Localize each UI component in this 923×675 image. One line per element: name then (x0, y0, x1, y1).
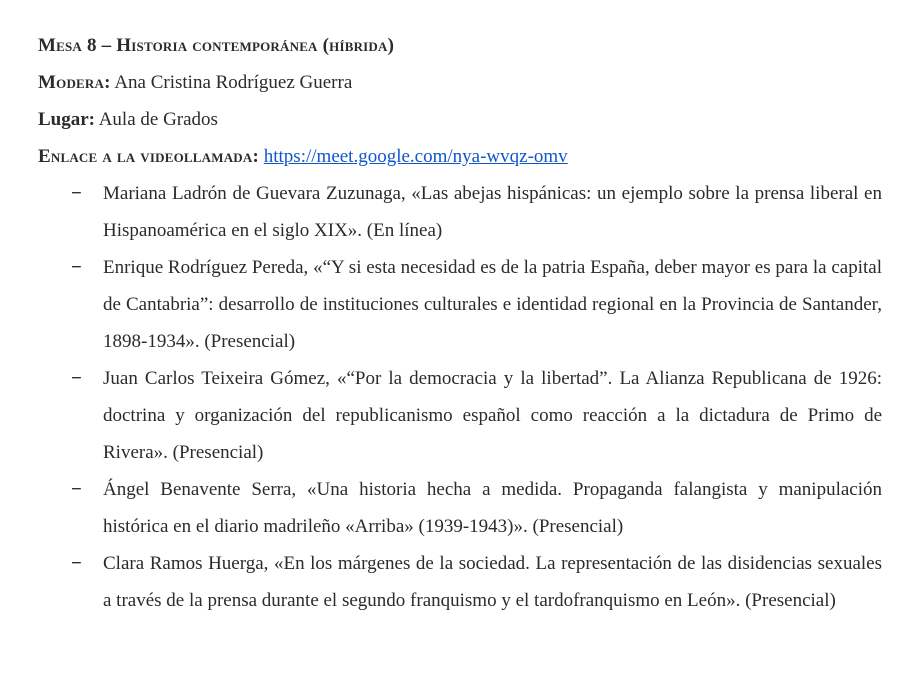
session-title: Mesa 8 – Historia contemporánea (híbrida) (38, 35, 395, 56)
place-label: Lugar: (38, 109, 95, 130)
moderator-label: Modera: (38, 72, 111, 93)
list-item (38, 471, 882, 545)
videocall-link[interactable]: https://meet.google.com/nya-wvqz-omv (263, 146, 568, 167)
session-title-line (38, 27, 882, 64)
moderator-value: Ana Cristina Rodríguez Guerra (114, 72, 353, 93)
list-item (38, 249, 882, 360)
talk-text: Juan Carlos Teixeira Gómez, «“Por la democracia y la libertad”. La Alianza Republicana de 1926: doctrina y organización del republicanismo español como reacción a la dictadura de Primo de Rivera». (Presencial) (103, 368, 882, 463)
talks-list (38, 175, 882, 619)
talk-text: Enrique Rodríguez Pereda, «“Y si esta necesidad es de la patria España, deber mayor es para la capital de Cantabria”: desarrollo de instituciones culturales e identidad regional en la Provincia de Santander, 1898-1934». (Presencial) (103, 257, 882, 352)
place-line (38, 101, 882, 138)
dash-bullet-icon: − (71, 479, 82, 500)
dash-bullet-icon: − (71, 368, 82, 389)
list-item (38, 360, 882, 471)
dash-bullet-icon: − (71, 257, 82, 278)
moderator-line (38, 64, 882, 101)
list-item (38, 175, 882, 249)
dash-bullet-icon: − (71, 183, 82, 204)
place-value: Aula de Grados (98, 109, 218, 130)
list-item (38, 545, 882, 619)
dash-bullet-icon: − (71, 553, 82, 574)
talk-text: Mariana Ladrón de Guevara Zuzunaga, «Las abejas hispánicas: un ejemplo sobre la prensa liberal en Hispanoamérica en el siglo XIX». (En línea) (103, 183, 882, 241)
videocall-line (38, 138, 882, 175)
videocall-link-label: Enlace a la videollamada: (38, 146, 259, 167)
talk-text: Clara Ramos Huerga, «En los márgenes de la sociedad. La representación de las disidencias sexuales a través de la prensa durante el segundo franquismo y el tardofranquismo en León». (Presencial) (103, 553, 882, 611)
talk-text: Ángel Benavente Serra, «Una historia hecha a medida. Propaganda falangista y manipulación histórica en el diario madrileño «Arriba» (1939-1943)». (Presencial) (103, 479, 882, 537)
